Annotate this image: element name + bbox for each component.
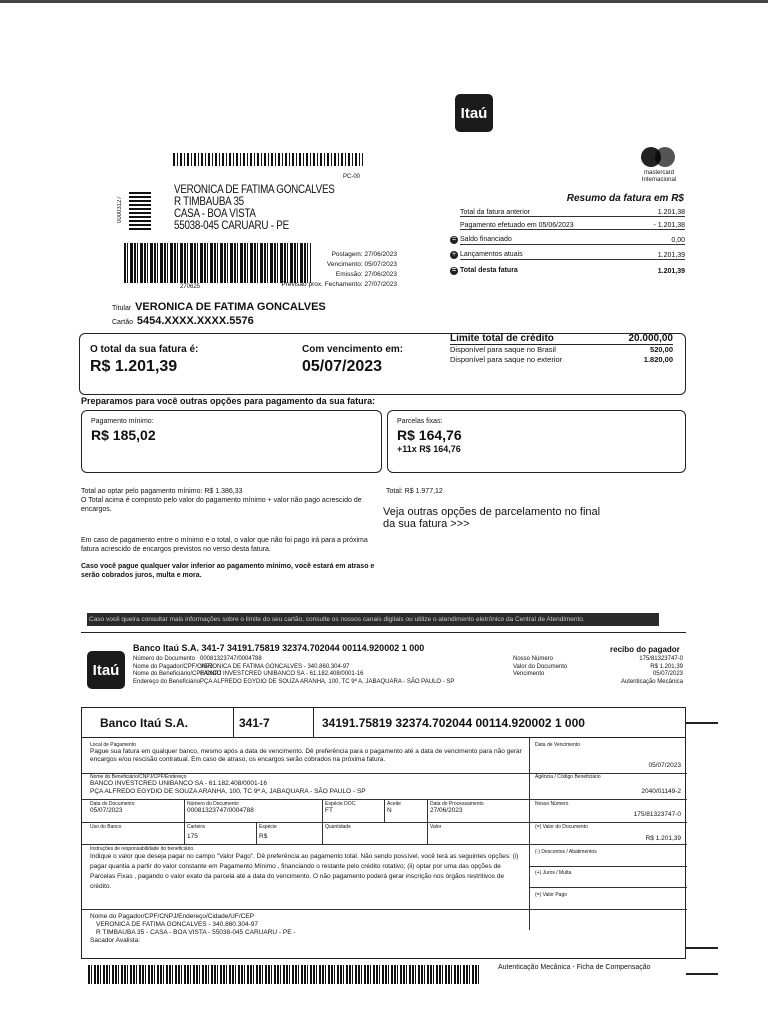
installment-options-link[interactable]: Veja outras opções de parcelamento no final da sua fatura >>>: [383, 506, 601, 530]
late-payment-note: Caso você pague qualquer valor inferior ao pagamento mínimo, você estará em atraso e serão cobrados juros, multa e mora.: [81, 563, 375, 579]
ficha-code: 341-7: [234, 708, 314, 737]
pc-code: PC-00: [343, 174, 361, 180]
carteira-cell: Carteira 175: [187, 824, 205, 840]
recibo-value: R$ 1.201,39: [650, 663, 683, 670]
agencia-cell: Agência / Código Beneficiário 2040/01149-2: [535, 774, 681, 795]
recibo-value: 00081323747/0004788: [200, 656, 262, 662]
total-value: R$ 1.201,39: [90, 358, 178, 375]
side-barcode: [129, 192, 151, 230]
equals-icon: =: [451, 236, 457, 243]
cut-mark: [686, 947, 718, 949]
minimum-payment-box: [81, 410, 382, 473]
ficha-header: [82, 708, 685, 738]
min-composition: O Total acima é composto pelo valor do pagamento mínimo + valor não pago acrescido de encargos.: [81, 497, 362, 513]
ficha-digitable-line: 34191.75819 32374.702044 00114.920002 1 000: [322, 715, 585, 730]
recibo-value: BANCO INVESTCRED UNIBANCO SA - 61.182.408/0001-16: [200, 671, 364, 677]
recibo-value: 175/81323747-0: [639, 656, 683, 662]
previsao-date: Previsão prox. Fechamento: 27/07/2023: [281, 281, 397, 288]
recibo-label: Vencimento: [513, 671, 545, 677]
address-line: CASA - BOA VISTA: [174, 206, 256, 220]
grid-line: [256, 822, 257, 844]
card-number: 5454.XXXX.XXXX.5576: [136, 315, 254, 327]
local-pagamento: Local de Pagamento Pague sua fatura em qualquer banco, mesmo após a data de vencimento. Dê preferência para o pagamento até a data de vencimento para não gerar encargos e/ou rescisão contratual. Em caso de atraso, os encargos serão cobrados na próxima fatura.: [90, 742, 522, 763]
min-value: R$ 185,02: [91, 427, 156, 443]
resumo-row: = Saldo financiado 0,00: [451, 236, 685, 244]
especie-cell: Espécie R$: [259, 824, 277, 840]
plus-icon: +: [451, 251, 457, 258]
itau-logo: Itaú: [87, 651, 125, 689]
due-label: Com vencimento em:: [302, 344, 404, 355]
due-value: 05/07/2023: [302, 358, 383, 375]
holder-info: [112, 301, 326, 329]
mastercard-circle-right: [655, 147, 675, 167]
scan-top-edge: [0, 0, 768, 3]
itau-logo: Itaú: [455, 94, 493, 132]
quantidade-cell: Quantidade: [325, 824, 351, 830]
ficha-bank: Banco Itaú S.A.: [82, 708, 234, 737]
vencimento-date: Vencimento: 05/07/2023: [326, 261, 397, 268]
address-line: VERONICA DE FATIMA GONCALVES: [174, 182, 335, 196]
nosso-numero-cell: Nosso Número 175/81323747-0: [535, 801, 681, 818]
address-line: 55038-045 CARUARU - PE: [174, 218, 289, 232]
descontos-label: (-) Descontos / Abatimentos: [535, 849, 597, 855]
saque-brasil-label: Disponível para saque no Brasil: [450, 345, 556, 354]
valor-documento-cell: (=) Valor do Documento R$ 1.201,39: [535, 824, 681, 842]
cut-mark: [686, 973, 718, 975]
min-label: Pagamento mínimo:: [91, 418, 154, 425]
numero-documento-cell: Número do Documento 00081323747/0004788: [187, 801, 254, 814]
recibo-label: Número do Documento: [133, 656, 196, 662]
resumo-row: Pagamento efetuado em 05/06/2023 - 1.201,38: [460, 219, 685, 230]
limit-value: 20.000,00: [628, 333, 673, 344]
recibo-label: Nosso Número: [513, 656, 554, 662]
partial-payment-note: Em caso de pagamento entre o mínimo e o total, o valor que não foi pago irá para a próxima fatura acrescido de encargos previstos no verso desta fatura.: [81, 537, 368, 553]
aceite-cell: Aceite N: [387, 801, 401, 814]
mastercard-logo: [636, 147, 682, 187]
address-line: R TIMBAUBA 35: [174, 194, 244, 208]
pagador-cell: Nome do Pagador/CPF/CNPJ/Endereço/Cidade/UF/CEP VERONICA DE FATIMA GONCALVES - 340.860.304-97 R TIMBAUBA 35 - CASA - BOA VISTA - 55038-045 CARUARU - PE - Sacador Avalista:: [90, 913, 296, 944]
vencimento-cell: Data de Vencimento 05/07/2023: [535, 742, 681, 769]
saque-exterior-value: 1.820,00: [643, 355, 673, 364]
resumo-row: Total da fatura anterior 1.201,38: [460, 206, 685, 217]
valor-pago-label: (=) Valor Pago: [535, 892, 568, 898]
equals-icon: =: [451, 267, 457, 274]
recibo-rows: [133, 656, 454, 686]
min-total: Total ao optar pelo pagamento mínimo: R$ 1.386,33: [81, 488, 243, 495]
grid-line: [82, 822, 687, 823]
especie-doc-cell: Espécie DOC. FT: [325, 801, 357, 814]
ficha-compensacao: [81, 707, 686, 959]
grid-line: [184, 799, 185, 844]
recibo-value: 05/07/2023: [652, 671, 683, 677]
options-title: Preparamos para você outras opções para pagamento da sua fatura:: [81, 396, 376, 406]
resumo-title: Resumo da fatura em R$: [566, 193, 684, 204]
data-documento-cell: Data do Documento 05/07/2023: [90, 801, 135, 814]
grid-line: [384, 799, 385, 822]
recibo-value: VERONICA DE FATIMA GONCALVES - 340.860.304-97: [200, 663, 350, 670]
recibo-autentic: Autenticação Mecânica: [620, 678, 683, 685]
recibo-header: Banco Itaú S.A. 341-7 34191.75819 32374.702044 00114.920002 1 000: [133, 643, 425, 653]
cartao-label: Cartão: [112, 319, 134, 326]
grid-line: [427, 799, 428, 844]
grid-line: [82, 844, 687, 845]
mastercard-text: mastercard Internacional: [641, 170, 677, 183]
divider: [81, 632, 686, 633]
titular-label: Titular: [112, 305, 132, 312]
titular-name: VERONICA DE FATIMA GONCALVES: [135, 301, 326, 313]
grid-line: [529, 866, 687, 867]
saque-exterior-label: Disponível para saque no exterior: [450, 355, 563, 364]
juros-label: (+) Juros / Multa: [535, 870, 572, 876]
parc-label: Parcelas fixas:: [397, 418, 443, 425]
valor-cell: Valor: [430, 824, 442, 830]
recibo-label: Endereço do Beneficiário: [133, 678, 201, 685]
recipient-address: [174, 183, 335, 231]
limit-title: Limite total de crédito: [450, 333, 554, 344]
parc-value: R$ 164,76: [397, 427, 462, 443]
recibo-value: PÇA ALFREDO EGYDIO DE SOUZA ARANHA, 100, TC 9ª A, JABAQUARA - SÃO PAULO - SP: [200, 678, 455, 685]
resumo-total-row: = Total desta fatura 1.201,39: [451, 267, 685, 275]
grid-line: [82, 909, 687, 910]
parc-total: Total: R$ 1.977,12: [386, 488, 443, 495]
credit-limit: [450, 334, 673, 365]
total-label: O total da sua fatura é:: [90, 344, 199, 355]
recibo-label: Nome do Pagador/CPF/CNPJ: [133, 663, 213, 670]
installments-box: [387, 410, 686, 473]
postal-barcode: [173, 153, 363, 166]
autenticacao-footer: Autenticação Mecânica - Ficha de Compensação: [498, 964, 651, 971]
recibo-label: Valor do Documento: [513, 663, 568, 670]
recibo-right: [513, 656, 683, 686]
postagem-date: Postagem: 27/06/2023: [331, 251, 397, 258]
recibo-label: Nome do Beneficiário/CPF/CNPJ: [133, 671, 222, 677]
resumo-row: + Lançamentos atuais 1.201,39: [451, 251, 685, 259]
mail-dates: [280, 250, 397, 290]
min-total-note: [81, 487, 381, 514]
grid-line: [529, 887, 687, 888]
recibo-title: recibo do pagador: [610, 645, 680, 654]
grid-line: [322, 799, 323, 844]
side-code: 00003127: [117, 196, 123, 224]
data-processamento-cell: Data do Processamento 27/06/2023: [430, 801, 484, 814]
cut-mark: [686, 722, 718, 724]
boleto-barcode: [88, 965, 481, 984]
grid-line: [529, 738, 530, 930]
uso-banco-cell: Uso do Banco: [90, 824, 122, 830]
parc-more: +11x R$ 164,76: [397, 444, 461, 454]
instrucoes-cell: Instruções de responsabilidade do beneficiário. Indique o valor que deseja pagar no campo "Valor Pago". Dê preferência ao pagamento total. Não sendo possível, você terá as seguintes opções: (i) pagar quantia a partir do valor constante em Pagamento Mínimo , financiando o restante pelo crédito rotativo; (ii) optar por uma das opções de Parcelas Fixas , pagando o valor exato da parcela até a data do vencimento. O não pagamento poderá gerar inscrição nos órgãos restritivos de crédito.: [90, 846, 519, 890]
emissao-date: Emissão: 27/06/2023: [335, 271, 397, 278]
saque-brasil-value: 520,00: [650, 345, 673, 354]
beneficiario-cell: Nome do Beneficiário/CNPJ/CPF/Endereço BANCO INVESTCRED UNIBANCO SA - 61.182.408/0001-16 PÇA ALFREDO EGYDIO DE SOUZA ARANHA, 100, TC 9ª A, JABAQUARA - SÃO PAULO - SP: [90, 774, 366, 795]
barcode-number: 270625: [180, 284, 201, 290]
info-banner: Caso você queira consultar mais informações sobre o limite do seu cartão, consulte os nossos canais digitais ou utilize o atendimento eletrônico da Central de Atendimento.: [87, 613, 659, 626]
